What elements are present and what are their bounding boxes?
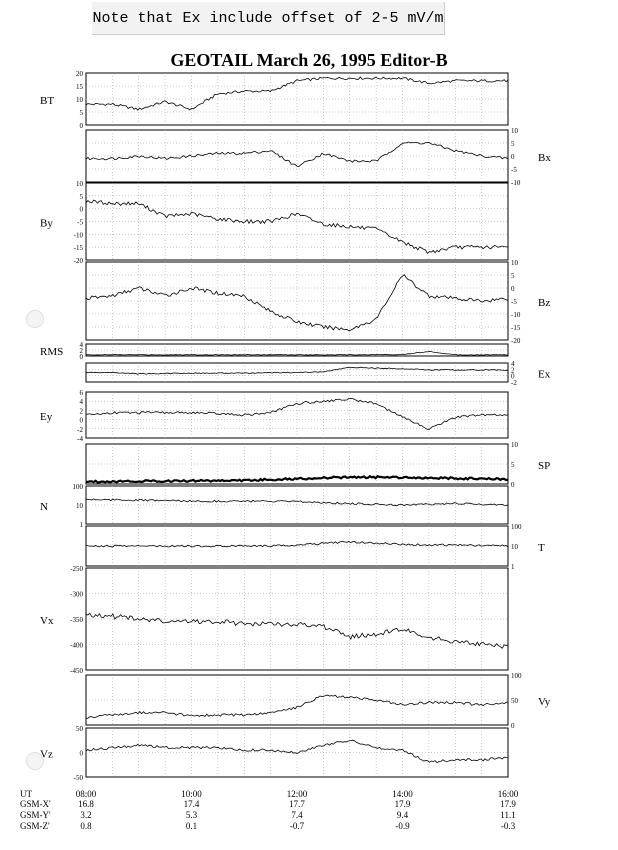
tick-label: 4 <box>511 360 515 368</box>
orbit-value: 5.3 <box>185 810 198 820</box>
tick-label: 2 <box>511 366 515 375</box>
tick-label: 0 <box>79 353 83 361</box>
orbit-row-label: GSM-X' <box>20 799 51 809</box>
panel-n <box>86 486 508 524</box>
tick-label: 50 <box>76 725 83 733</box>
tick-label: -10 <box>511 311 521 319</box>
panel-label-vy: Vy <box>538 696 551 708</box>
tick-label: 5 <box>511 140 515 148</box>
tick-label: -400 <box>70 641 83 650</box>
tick-label: -250 <box>70 565 83 573</box>
panel-label-sp: SP <box>538 460 551 472</box>
tick-label: 5 <box>79 192 83 201</box>
panel-label-bx: Bx <box>538 152 551 164</box>
orbit-value: -0.7 <box>289 821 305 831</box>
panel-label-vz: Vz <box>40 748 53 761</box>
panel-bz <box>86 262 508 340</box>
panel-label-bz: Bz <box>538 297 551 309</box>
tick-label: 0 <box>79 749 83 758</box>
tick-label: -300 <box>70 590 83 599</box>
tick-label: 20 <box>76 70 83 78</box>
tick-label: 0 <box>511 722 515 730</box>
panel-bx <box>86 130 508 182</box>
panel-ey <box>86 392 508 438</box>
tick-label: 15 <box>76 83 83 91</box>
tick-label: 2 <box>79 347 83 355</box>
panel-rms <box>86 344 508 356</box>
tick-label: 0 <box>79 205 83 214</box>
tick-label: 5 <box>511 272 515 280</box>
offset-note: Note that Ex include offset of 2-5 mV/m <box>92 2 445 35</box>
tick-label: 100 <box>511 523 522 531</box>
panel-label-bt: BT <box>40 95 55 107</box>
tick-label: -15 <box>73 244 83 253</box>
tick-label: 10 <box>76 180 83 188</box>
x-axis-label: UT <box>20 789 32 799</box>
tick-label: -10 <box>73 231 83 240</box>
tick-label: -10 <box>511 179 521 187</box>
tick-label: -15 <box>511 324 521 332</box>
x-tick-label: 12:00 <box>286 789 308 799</box>
tick-label: 4 <box>79 341 83 349</box>
orbit-value: 17.4 <box>183 799 200 809</box>
x-tick-label: 08:00 <box>75 789 97 799</box>
tick-label: -4 <box>77 435 83 443</box>
tick-label: 2 <box>79 407 83 416</box>
tick-label: 10 <box>76 502 83 510</box>
panel-label-n: N <box>40 501 48 513</box>
tick-label: 10 <box>511 543 518 551</box>
data-line-by <box>86 200 508 253</box>
tick-label: 0 <box>511 481 515 489</box>
panel-vz <box>86 728 508 777</box>
tick-label: 5 <box>79 109 83 117</box>
orbit-value: 0.1 <box>185 821 198 831</box>
tick-label: 0 <box>511 372 515 381</box>
orbit-value: 9.4 <box>396 810 409 820</box>
tick-label: 4 <box>79 398 83 407</box>
panel-ex <box>86 363 508 382</box>
tick-label: 0 <box>79 416 83 425</box>
tick-label: 10 <box>76 96 83 104</box>
panel-label-t: T <box>538 542 545 554</box>
tick-label: 6 <box>79 389 83 397</box>
tick-label: 10 <box>511 259 518 267</box>
tick-label: -5 <box>77 218 83 227</box>
tick-label: 100 <box>511 672 522 680</box>
orbit-value: 17.9 <box>500 799 516 809</box>
x-tick-label: 10:00 <box>181 789 202 799</box>
orbit-value: 7.4 <box>291 810 303 820</box>
tick-label: 0 <box>511 285 515 293</box>
tick-label: 10 <box>511 127 518 135</box>
tick-label: -5 <box>511 166 517 174</box>
panel-t <box>86 526 508 566</box>
tick-label: -20 <box>511 337 521 345</box>
data-line-bt <box>86 77 508 110</box>
tick-label: -450 <box>70 667 83 675</box>
tick-label: 50 <box>511 697 518 705</box>
orbit-row-label: GSM-Z' <box>20 821 50 831</box>
panel-by <box>86 183 508 260</box>
orbit-value: 0.8 <box>80 821 92 831</box>
panel-label-by: By <box>40 217 53 230</box>
tick-label: 1 <box>79 521 83 529</box>
orbit-row-label: GSM-Y' <box>20 810 51 820</box>
panel-label-ex: Ex <box>538 368 551 381</box>
x-tick-label: 14:00 <box>392 789 413 799</box>
tick-label: 0 <box>511 153 515 161</box>
orbit-value: -0.9 <box>395 821 410 831</box>
tick-label: -2 <box>511 379 517 387</box>
tick-label: 0 <box>79 122 83 130</box>
panel-vx <box>86 568 508 670</box>
tick-label: -2 <box>77 425 83 434</box>
orbit-value: 11.1 <box>500 810 516 820</box>
orbit-value: -0.3 <box>500 821 516 831</box>
tick-label: 100 <box>72 483 83 491</box>
orbit-value: 16.8 <box>78 799 94 809</box>
orbit-value: 17.7 <box>289 799 305 809</box>
data-line-vy <box>86 695 508 719</box>
chart-title: GEOTAIL March 26, 1995 Editor-B <box>170 50 448 70</box>
panel-sp <box>86 444 508 484</box>
orbit-value: 17.9 <box>394 799 411 809</box>
tick-label: -350 <box>70 616 83 624</box>
tick-label: -5 <box>511 298 517 306</box>
tick-label: 10 <box>511 441 518 449</box>
tick-label: -50 <box>73 774 83 782</box>
data-line-ex <box>86 367 508 374</box>
panel-label-ey: Ey <box>40 411 53 423</box>
x-tick-label: 16:00 <box>497 789 519 799</box>
tick-label: -20 <box>73 257 83 265</box>
panel-label-vx: Vx <box>40 615 54 627</box>
panel-label-rms: RMS <box>40 346 64 358</box>
orbit-value: 3.2 <box>80 810 92 820</box>
panel-bt <box>86 73 508 125</box>
tick-label: 5 <box>511 461 515 469</box>
tick-label: 1 <box>511 563 515 571</box>
panel-vy <box>86 675 508 725</box>
